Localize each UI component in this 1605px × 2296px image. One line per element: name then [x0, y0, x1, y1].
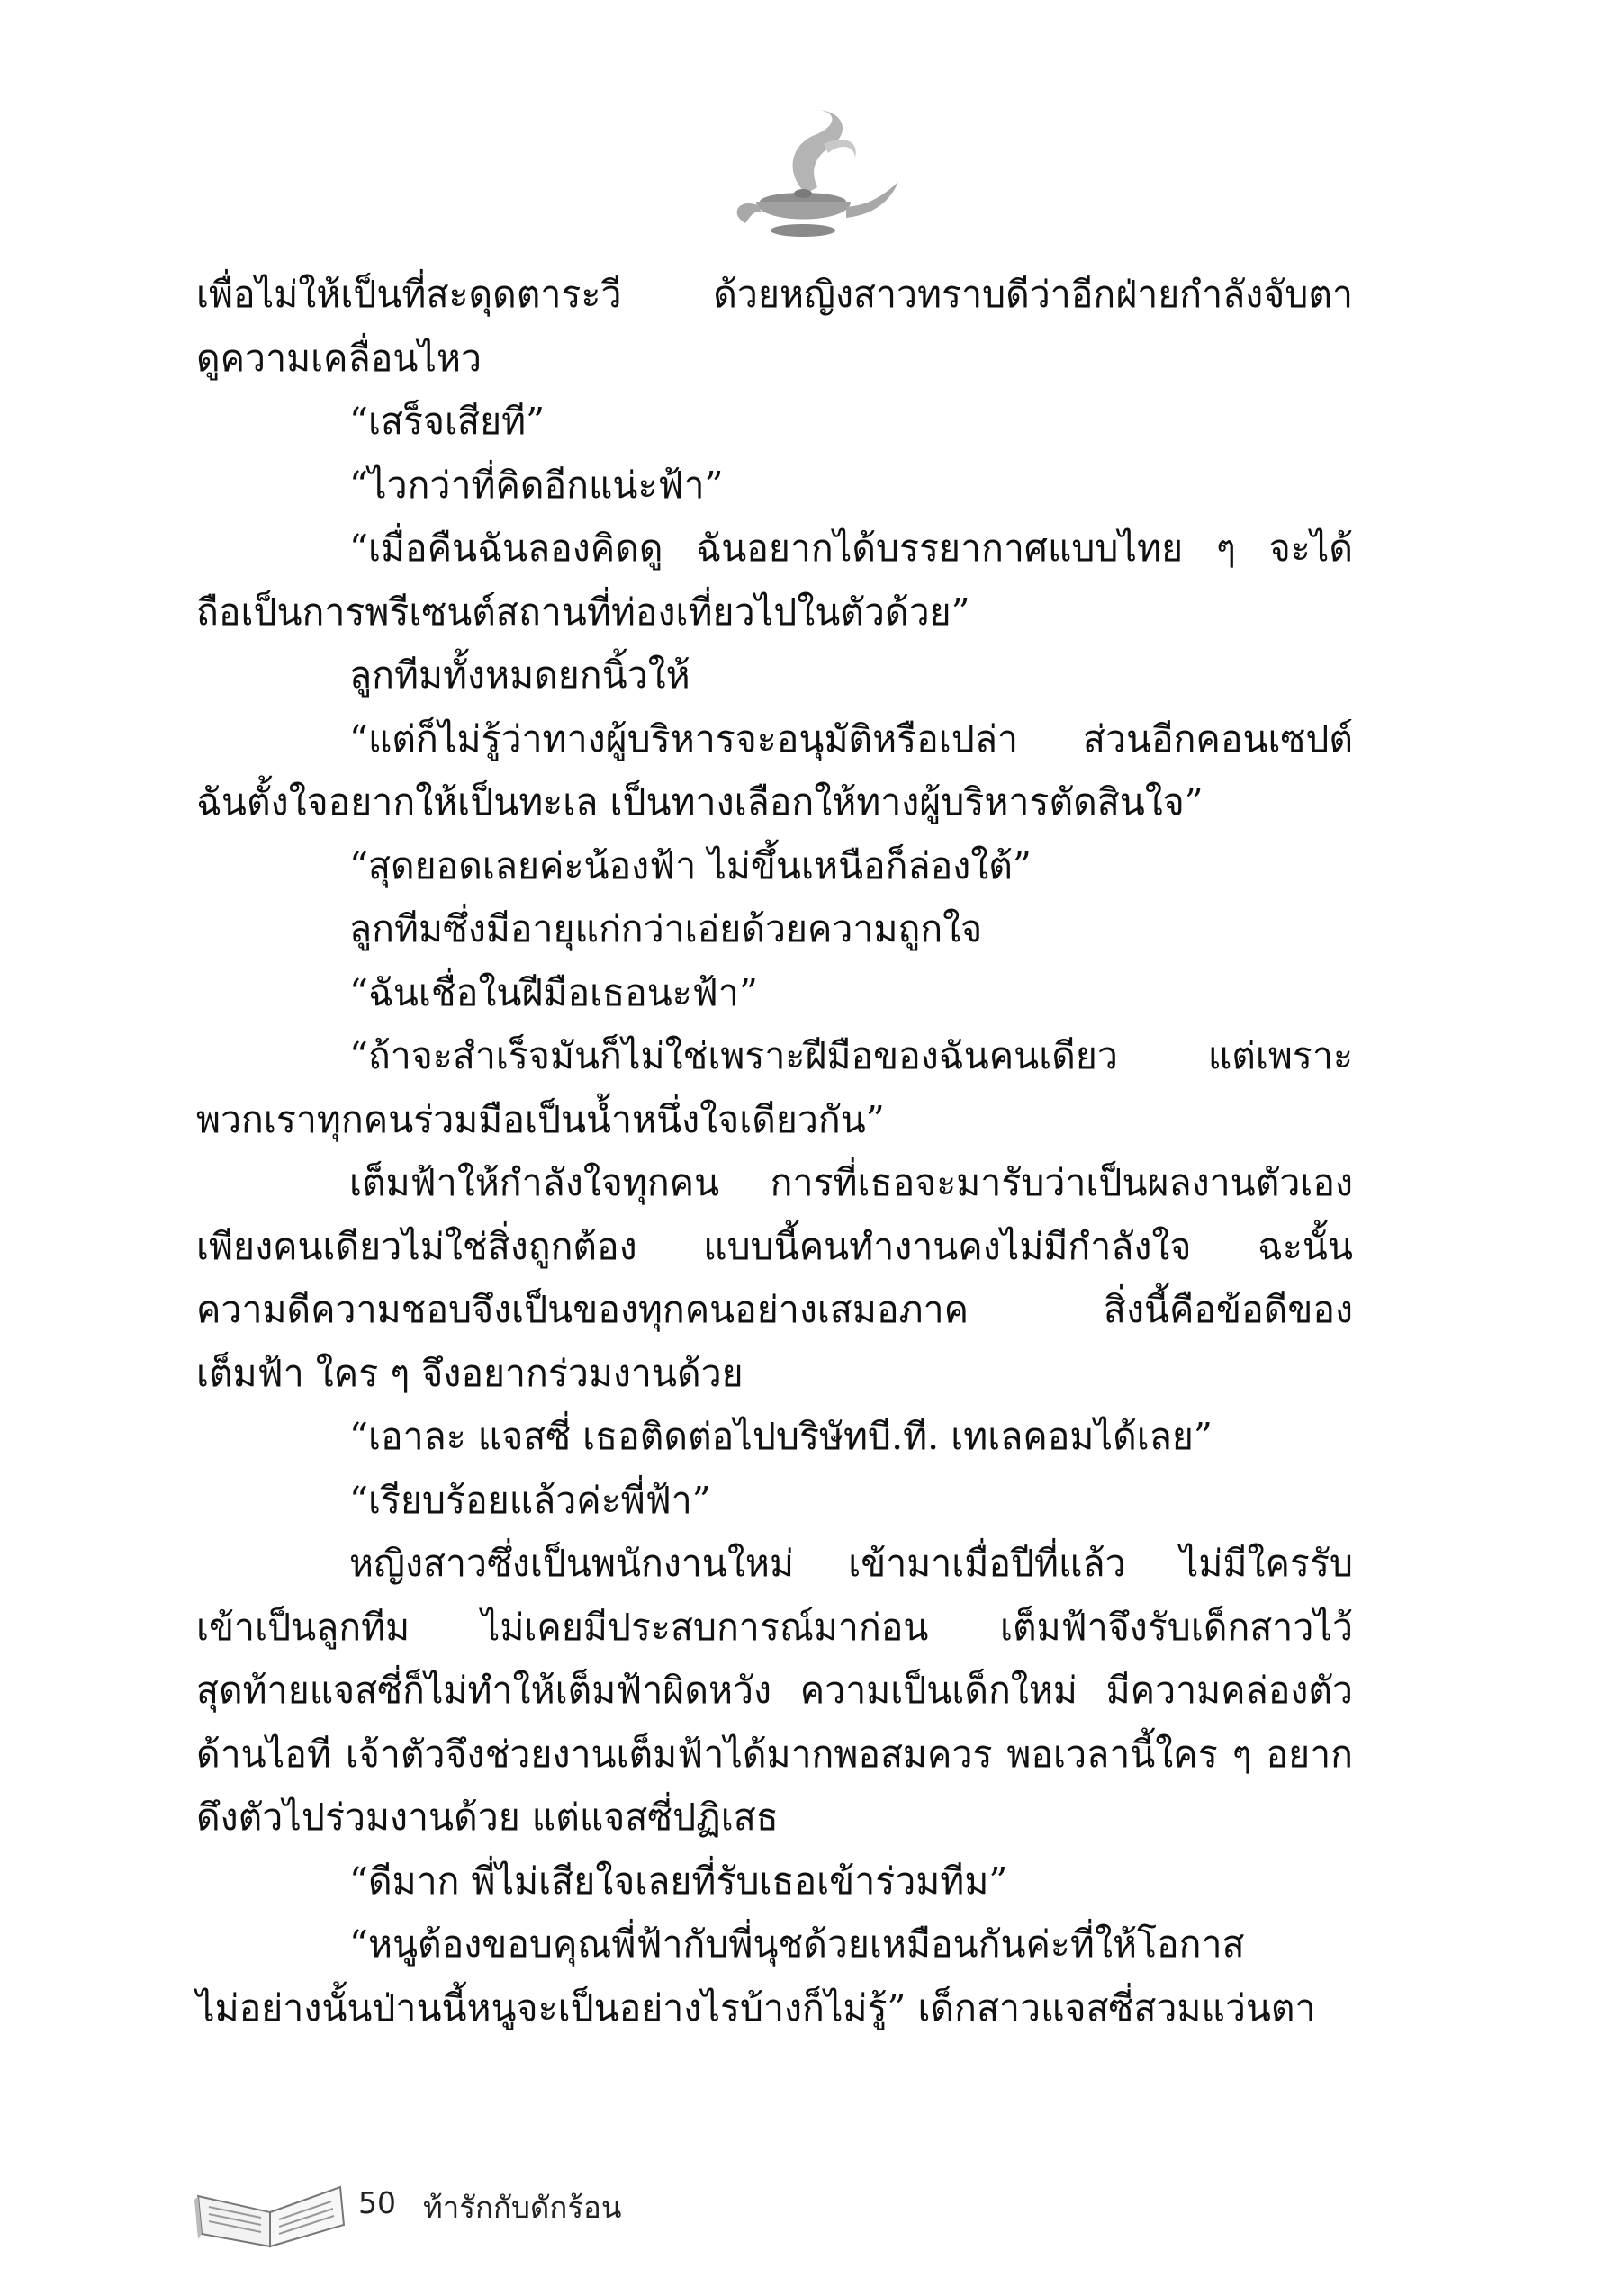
- text-line: เพียงคนเดียวไม่ใช่สิ่งถูกต้อง แบบนี้คนทำงานคงไม่มีกำลังใจ ฉะนั้น: [196, 1224, 1353, 1268]
- text-line: ความดีความชอบจึงเป็นของทุกคนอย่างเสมอภาค สิ่งนี้คือข้อดีของ: [196, 1288, 1353, 1331]
- text-line: ลูกทีมทั้งหมดยกนิ้วให้: [349, 653, 690, 697]
- text-line: “ฉันเชื่อในฝีมือเธอนะฟ้า”: [349, 970, 758, 1014]
- book-title: ท้ารักกับดักร้อน: [423, 2190, 622, 2225]
- text-line: หญิงสาวซึ่งเป็นพนักงานใหม่ เข้ามาเมื่อปีที่แล้ว ไม่มีใครรับ: [349, 1542, 1353, 1585]
- page-number: 50: [358, 2185, 396, 2220]
- text-line: เข้าเป็นลูกทีม ไม่เคยมีประสบการณ์มาก่อน เต็มฟ้าจึงรับเด็กสาวไว้: [196, 1605, 1353, 1649]
- text-line: “เรียบร้อยแล้วค่ะพี่ฟ้า”: [349, 1478, 711, 1522]
- text-line: ด้านไอที เจ้าตัวจึงช่วยงานเต็มฟ้าได้มากพอสมควร พอเวลานี้ใคร ๆ อยาก: [196, 1732, 1353, 1776]
- text-line: เต็มฟ้าให้กำลังใจทุกคน การที่เธอจะมารับว่าเป็นผลงานตัวเอง: [349, 1161, 1353, 1204]
- text-line: ฉันตั้งใจอยากให้เป็นทะเล เป็นทางเลือกให้ทางผู้บริหารตัดสินใจ”: [196, 780, 1204, 824]
- body-text: [196, 263, 1353, 2039]
- text-line: ไม่อย่างนั้นป่านนี้หนูจะเป็นอย่างไรบ้างก็ไม่รู้” เด็กสาวแจสซี่สวมแว่นตา: [196, 1985, 1316, 2030]
- text-line: ดูความเคลื่อนไหว: [196, 336, 482, 380]
- text-line: “เสร็จเสียที”: [349, 400, 546, 443]
- text-line: พวกเราทุกคนร่วมมือเป็นน้ำหนึ่งใจเดียวกัน”: [196, 1097, 885, 1141]
- text-line: สุดท้ายแจสซี่ก็ไม่ทำให้เต็มฟ้าผิดหวัง ความเป็นเด็กใหม่ มีความคล่องตัว: [196, 1669, 1353, 1712]
- magic-lamp-icon: [702, 108, 909, 243]
- text-line: “ไวกว่าที่คิดอีกแน่ะฟ้า”: [349, 463, 724, 507]
- open-book-icon: [189, 2160, 351, 2250]
- page-footer: [189, 2160, 819, 2259]
- text-line: “แต่ก็ไม่รู้ว่าทางผู้บริหารจะอนุมัติหรือเปล่า ส่วนอีกคอนเซปต์: [349, 716, 1353, 761]
- text-line: “ถ้าจะสำเร็จมันก็ไม่ใช่เพราะฝีมือของฉันคนเดียว แต่เพราะ: [349, 1034, 1353, 1077]
- text-line: ถือเป็นการพรีเซนต์สถานที่ท่องเที่ยวไปในตัวด้วย”: [196, 590, 970, 634]
- text-line: “หนูต้องขอบคุณพี่ฟ้ากับพี่นุชด้วยเหมือนกันค่ะที่ให้โอกาส: [349, 1922, 1245, 1966]
- text-line: “เมื่อคืนฉันลองคิดดู ฉันอยากได้บรรยากาศแบบไทย ๆ จะได้: [349, 527, 1353, 570]
- text-line: ลูกทีมซึ่งมีอายุแก่กว่าเอ่ยด้วยความถูกใจ: [349, 907, 983, 950]
- text-line: เพื่อไม่ให้เป็นที่สะดุดตาระวี ด้วยหญิงสาวทราบดีว่าอีกฝ่ายกำลังจับตา: [196, 273, 1353, 316]
- text-line: “สุดยอดเลยค่ะน้องฟ้า ไม่ขึ้นเหนือก็ล่องใต้”: [349, 843, 1032, 887]
- text-line: ดึงตัวไปร่วมงานด้วย แต่แจสซี่ปฏิเสธ: [196, 1796, 779, 1839]
- text-line: เต็มฟ้า ใคร ๆ จึงอยากร่วมงานด้วย: [196, 1351, 744, 1395]
- text-line: “เอาละ แจสซี่ เธอติดต่อไปบริษัทบี.ที. เทเลคอมได้เลย”: [349, 1415, 1213, 1458]
- text-line: “ดีมาก พี่ไม่เสียใจเลยที่รับเธอเข้าร่วมทีม”: [349, 1859, 1008, 1903]
